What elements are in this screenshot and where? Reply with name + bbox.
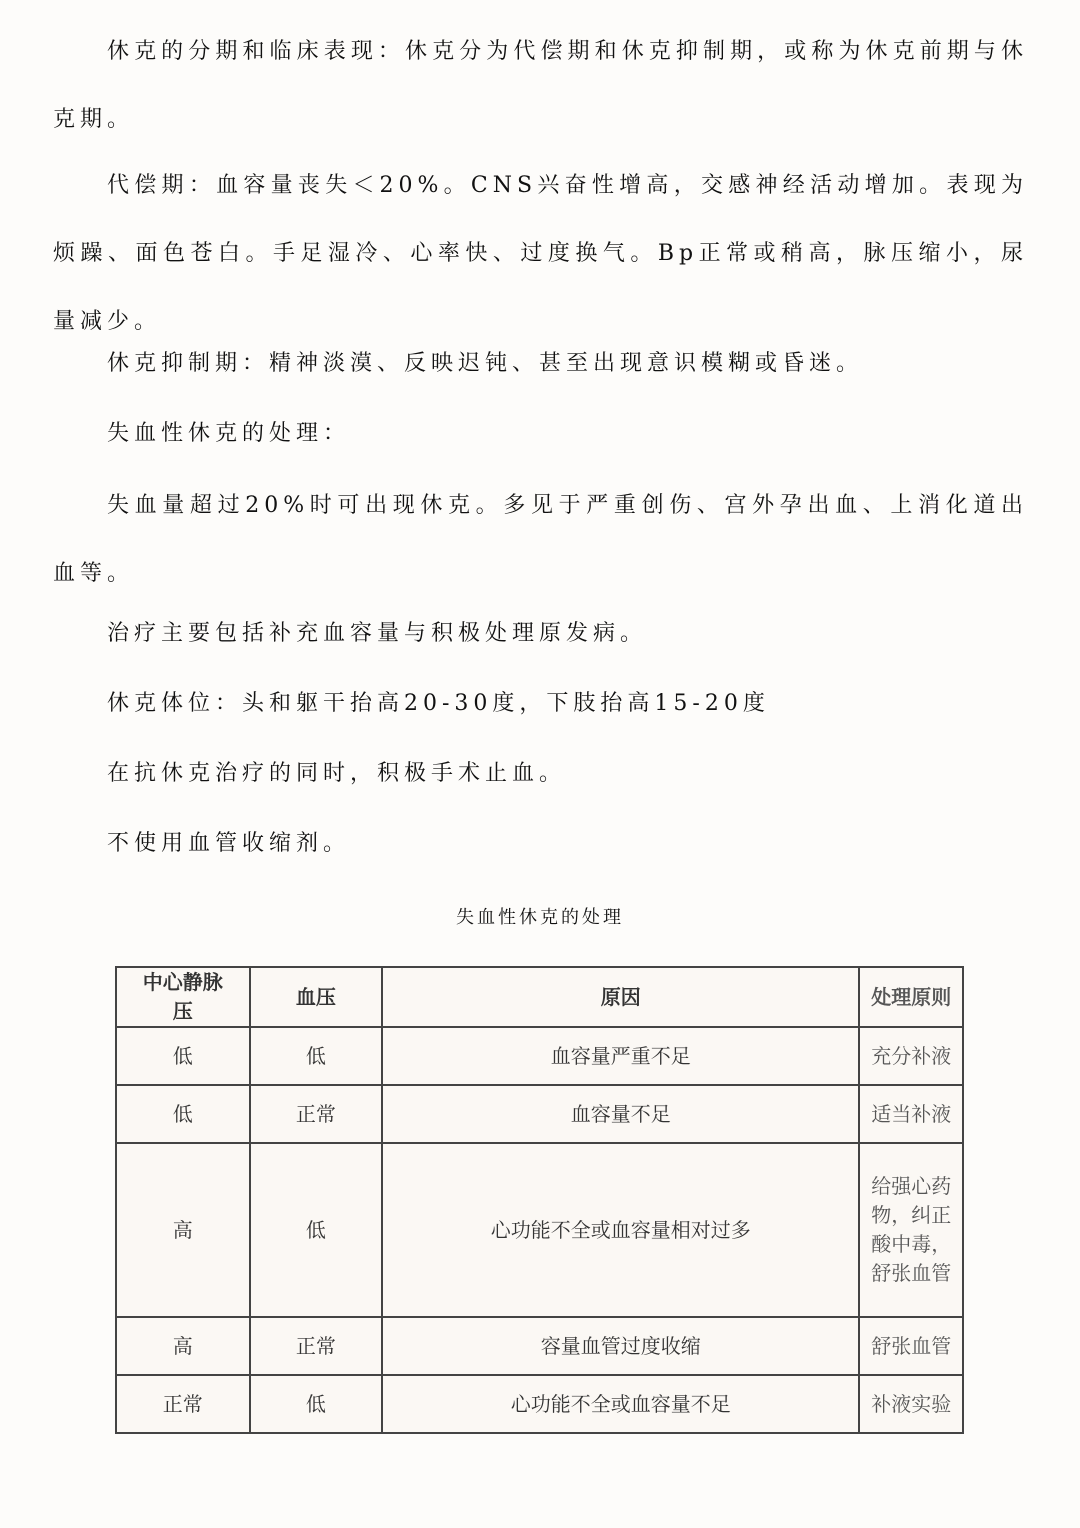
table-row [116,1375,963,1433]
cell-bp: 低 [250,1375,383,1433]
paragraph-blood-loss: 失血量超过20%时可出现休克。多见于严重创伤、宫外孕出血、上消化道出血等。 [53,493,1028,586]
cell-cvp: 高 [116,1143,250,1317]
shock-treatment-table [115,966,964,1434]
cell-principle: 适当补液 [859,1085,963,1143]
table-row [116,1027,963,1085]
header-principle: 处理原则 [859,967,963,1027]
table-caption: 失血性休克的处理 [456,907,624,928]
cell-cvp: 低 [116,1027,250,1085]
cell-principle: 补液实验 [859,1375,963,1433]
cell-principle: 充分补液 [859,1027,963,1085]
table-row [116,1085,963,1143]
cell-cause: 心功能不全或血容量不足 [382,1375,859,1433]
header-cvp: 中心静脉压 [116,967,250,1027]
paragraph-inhibitory-stage: 休克抑制期：精神淡漠、反映迟钝、甚至出现意识模糊或昏迷。 [107,351,864,376]
cell-principle: 舒张血管 [859,1317,963,1375]
table-header-row [116,967,963,1027]
cell-bp: 低 [250,1027,383,1085]
cell-bp: 低 [250,1143,383,1317]
table-row [116,1143,963,1317]
cell-cause: 容量血管过度收缩 [382,1317,859,1375]
paragraph-treatment-heading: 失血性休克的处理： [107,421,351,446]
paragraph-surgery: 在抗休克治疗的同时，积极手术止血。 [107,761,567,786]
cell-cvp: 正常 [116,1375,250,1433]
table-row [116,1317,963,1375]
paragraph-shock-stages: 休克的分期和临床表现：休克分为代偿期和休克抑制期，或称为休克前期与休克期。 [53,39,1028,132]
header-cause: 原因 [382,967,859,1027]
paragraph-treatment-main: 治疗主要包括补充血容量与积极处理原发病。 [107,621,648,646]
cell-cause: 血容量不足 [382,1085,859,1143]
cell-bp: 正常 [250,1085,383,1143]
header-bp: 血压 [250,967,383,1027]
cell-cause: 心功能不全或血容量相对过多 [382,1143,859,1317]
paragraph-no-vasoconstrictor: 不使用血管收缩剂。 [107,831,351,856]
cell-bp: 正常 [250,1317,383,1375]
cell-cause: 血容量严重不足 [382,1027,859,1085]
cell-cvp: 低 [116,1085,250,1143]
paragraph-shock-position: 休克体位：头和躯干抬高20-30度，下肢抬高15-20度 [107,691,770,716]
paragraph-compensatory-stage: 代偿期：血容量丧失＜20%。CNS兴奋性增高，交感神经活动增加。表现为烦躁、面色苍白。手足湿冷、心率快、过度换气。Bp正常或稍高，脉压缩小，尿量减少。 [53,173,1028,334]
cell-principle: 给强心药物，纠正酸中毒，舒张血管 [859,1143,963,1317]
cell-cvp: 高 [116,1317,250,1375]
